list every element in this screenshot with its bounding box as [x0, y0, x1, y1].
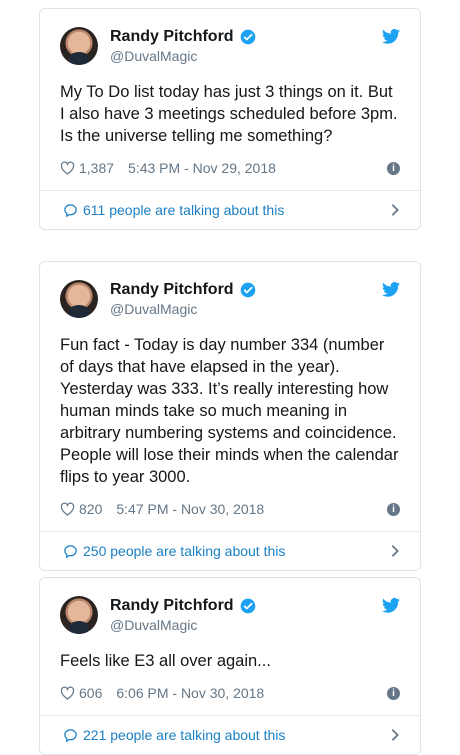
speech-bubble-icon — [63, 203, 78, 218]
tweet-text: My To Do list today has just 3 things on it. But I also have 3 meetings scheduled before 3pm. Is the universe telling me something? — [60, 83, 398, 145]
info-icon[interactable]: i — [387, 162, 400, 175]
like-count: 606 — [79, 685, 103, 701]
display-name[interactable]: Randy Pitchford — [110, 597, 234, 614]
chevron-right-icon — [390, 544, 400, 558]
display-name[interactable]: Randy Pitchford — [110, 28, 234, 45]
heart-icon[interactable] — [60, 161, 75, 175]
avatar[interactable] — [60, 280, 98, 318]
twitter-bird-icon[interactable] — [382, 282, 400, 297]
chevron-right-icon — [390, 728, 400, 742]
chevron-right-icon — [390, 203, 400, 217]
tweet-text: Fun fact - Today is day number 334 (number of days that have elapsed in the year). Yesterday was 333. It’s really interesting how human minds take so much meaning in arbitrary numbering systems and coincidence. People will lose their minds when the calendar flips to year 3000. — [60, 336, 399, 486]
heart-icon[interactable] — [60, 686, 75, 700]
handle[interactable]: @DuvalMagic — [110, 48, 198, 65]
talking-label[interactable]: 611 people are talking about this — [83, 202, 285, 218]
heart-icon[interactable] — [60, 502, 75, 516]
talking-link[interactable] — [40, 531, 420, 570]
info-icon[interactable]: i — [387, 687, 400, 700]
like-count: 820 — [79, 501, 103, 517]
twitter-bird-icon[interactable] — [382, 598, 400, 613]
speech-bubble-icon — [63, 728, 78, 743]
avatar[interactable] — [60, 596, 98, 634]
timestamp[interactable]: 5:43 PM - Nov 29, 2018 — [128, 160, 276, 176]
timestamp[interactable]: 5:47 PM - Nov 30, 2018 — [116, 501, 265, 517]
talking-label[interactable]: 221 people are talking about this — [83, 727, 286, 743]
display-name[interactable]: Randy Pitchford — [110, 281, 234, 298]
speech-bubble-icon — [63, 544, 78, 559]
timestamp[interactable]: 6:06 PM - Nov 30, 2018 — [116, 685, 265, 701]
verified-badge-icon — [240, 282, 256, 298]
tweet-text: Feels like E3 all over again... — [60, 652, 271, 670]
info-icon[interactable]: i — [387, 503, 400, 516]
verified-badge-icon — [240, 29, 256, 45]
talking-link[interactable] — [40, 190, 420, 229]
tweet-card[interactable] — [39, 8, 421, 230]
tweet-card[interactable] — [39, 261, 421, 571]
handle[interactable]: @DuvalMagic — [110, 301, 198, 318]
tweet-card[interactable] — [39, 577, 421, 755]
twitter-bird-icon[interactable] — [382, 29, 400, 44]
verified-badge-icon — [240, 598, 256, 614]
handle[interactable]: @DuvalMagic — [110, 617, 198, 634]
talking-link[interactable] — [40, 715, 420, 754]
like-count: 1,387 — [79, 160, 115, 176]
avatar[interactable] — [60, 27, 98, 65]
talking-label[interactable]: 250 people are talking about this — [83, 543, 286, 559]
